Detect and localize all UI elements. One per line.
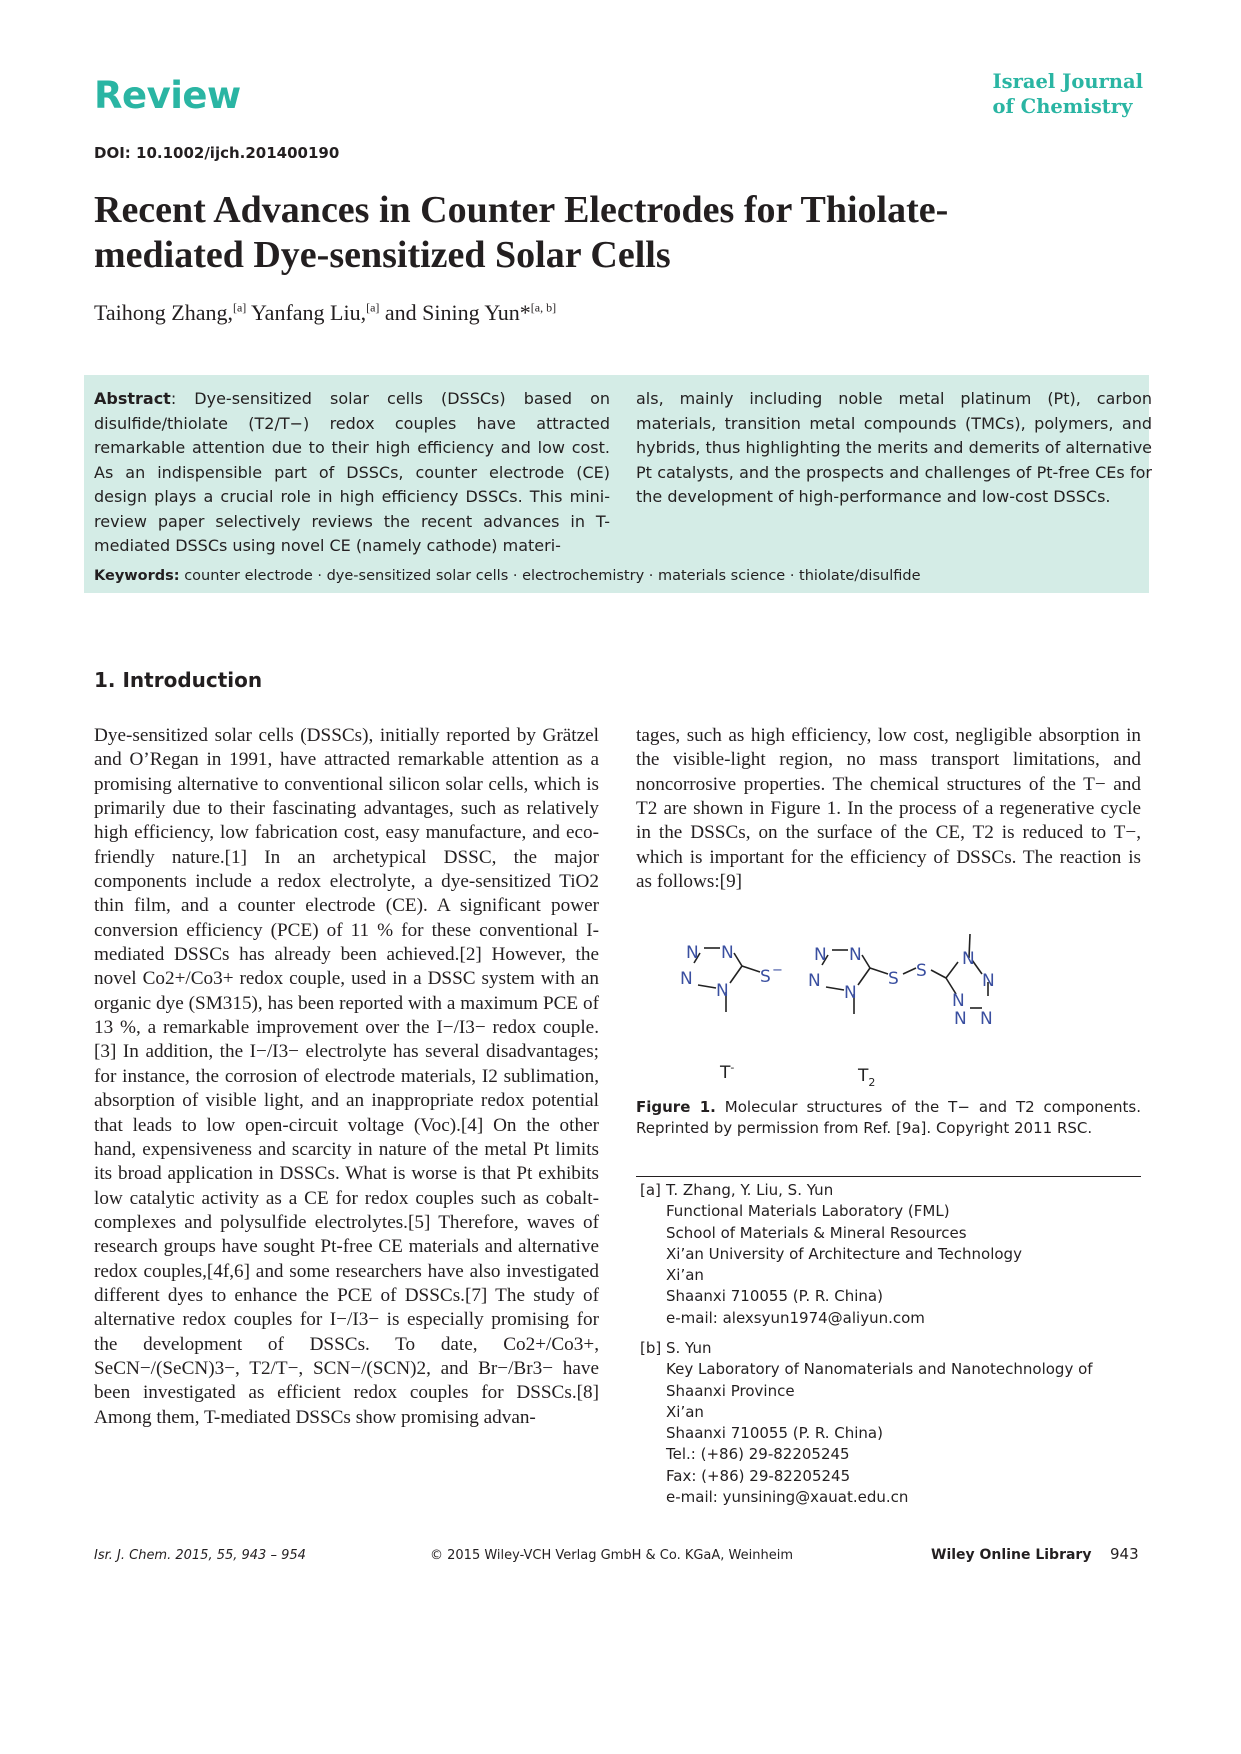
author-zhang[interactable]: Taihong Zhang,: [94, 300, 233, 325]
atom-label: N: [844, 983, 857, 1003]
article-title: Recent Advances in Counter Electrodes for Thiolate-mediated Dye-sensitized Solar Cells: [94, 189, 949, 276]
atom-label: S: [760, 967, 771, 987]
affiliation-line: Fax: (+86) 29-82205245: [666, 1466, 851, 1485]
keywords-text: counter electrode · dye-sensitized solar cells · electrochemistry · materials science · thiolate/disulfide: [179, 568, 921, 584]
atom-label: N: [686, 943, 699, 963]
section-label: Review: [94, 74, 241, 117]
affiliation-line: Shaanxi 710055 (P. R. China): [666, 1287, 883, 1306]
affiliation-line: S. Yun: [666, 1339, 712, 1357]
body-text-left: Dye-sensitized solar cells (DSSCs), initially reported by Grätzel and O’Regan in 1991, have attracted remarkable attention as a promising alternative to conventional silicon solar cells, which is primarily due to their fascinating advantages, such as relatively high efficiency, low fabrication cost, easy manufacture, and eco-friendly nature.[1] In an archetypical DSSC, the major components include a redox electrolyte, a dye-sensitized TiO2 thin film, and a counter electrode (CE). A significant power conversion efficiency (PCE) of 11 % for these conventional I-mediated DSSCs has already been achieved.[2] However, the novel Co2+/Co3+ redox couple, used in a DSSC system with an organic dye (SM315), has been reported with a maximum PCE of 13 %, a remarkable improvement over the I−/I3− redox couple.[3] In addition, the I−/I3− electrolyte has several disadvantages; for instance, the corrosion of electrode materials, I2 sublimation, absorption of visible light, and an inappropriate redox potential that leads to low open-circuit voltage (Voc).[4] On the other hand, expensiveness and scarcity in nature of the metal Pt limits its broad application in DSSCs. What is worse is that Pt exhibits low catalytic activity as a CE for redox couples such as cobalt-complexes and polysulfide electrolytes.[5] Therefore, waves of research groups have sought Pt-free CE materials and alternative redox couples,[4f,6] and some researchers have also investigated different dyes to enhance the PCE of DSSCs.[7] The study of alternative redox couples for I−/I3− is especially promising for the development of DSSCs. To date, Co2+/Co3+, SeCN−/(SeCN)3−, T2/T−, SCN−/(SCN)2, and Br−/Br3− have been investigated as efficient redox couples for DSSCs.[8] Among them, T-mediated DSSCs show promising advan-: [94, 725, 599, 1428]
journal-name-line2: of Chemistry: [992, 95, 1133, 118]
affiliation-line: Tel.: (+86) 29-82205245: [666, 1445, 850, 1464]
charge-label: −: [772, 963, 783, 978]
affiliation-line: Xi’an: [666, 1402, 704, 1421]
affiliation-line: Shaanxi 710055 (P. R. China): [666, 1424, 883, 1443]
doi[interactable]: DOI: 10.1002/ijch.201400190: [94, 144, 340, 162]
affiliation-ref: [a, b]: [530, 300, 557, 315]
label-t: T-: [720, 1061, 735, 1083]
affiliation-line: Xi’an University of Architecture and Technology: [666, 1244, 1022, 1263]
section-heading-introduction: 1. Introduction: [94, 668, 263, 692]
footer-citation: Isr. J. Chem. 2015, 55, 943 – 954: [94, 1548, 306, 1563]
atom-label: N: [849, 945, 862, 965]
affiliation-b: [636, 1338, 1093, 1508]
atom-label: N: [954, 1009, 967, 1029]
keywords-label: Keywords:: [94, 568, 180, 584]
wiley-online-library-link[interactable]: Wiley Online Library: [931, 1547, 1092, 1563]
atom-label: N: [980, 1009, 993, 1029]
abstract-text-left: : Dye-sensitized solar cells (DSSCs) based on disulfide/thiolate (T2/T−) redox couples have attracted remarkable attention due to their high efficiency and low cost. As an indispensible part of DSSCs, counter electrode (CE) design plays a crucial role in high efficiency DSSCs. This mini-review paper selectively reviews the recent advances in T-mediated DSSCs using novel CE (namely cathode) materi-: [94, 389, 610, 555]
atom-label: N: [952, 991, 965, 1011]
figure-caption: [636, 1097, 1141, 1139]
abstract-label: Abstract: [94, 389, 171, 408]
figure-caption-text: Molecular structures of the T− and T2 components. Reprinted by permission from Ref. [9a]. Copyright 2011 RSC.: [636, 1098, 1141, 1137]
affiliation-line: Xi’an: [666, 1266, 704, 1285]
affiliation-line: Shaanxi Province: [666, 1381, 795, 1400]
atom-label: S: [916, 961, 927, 981]
affiliation-ref: [a]: [366, 300, 380, 315]
author-yun[interactable]: and Sining Yun*: [379, 300, 531, 325]
affiliation-lines: [666, 1338, 1093, 1508]
label-t2: $T_2$: [858, 1066, 876, 1089]
figure-caption-label: Figure 1.: [636, 1098, 716, 1116]
figure-molecular-structures: [680, 930, 1110, 1100]
author-list: [94, 300, 556, 326]
atom-label: N: [716, 981, 729, 1001]
affiliation-line: Functional Materials Laboratory (FML): [666, 1202, 950, 1221]
affiliation-line: T. Zhang, Y. Liu, S. Yun: [666, 1181, 834, 1199]
abstract-left-column: [94, 387, 610, 559]
author-liu[interactable]: Yanfang Liu,: [246, 300, 367, 325]
atom-label: N: [982, 971, 995, 991]
atom-label: N: [680, 969, 693, 989]
affiliation-tag: [b]: [640, 1339, 662, 1357]
abstract-right-column: als, mainly including noble metal platinum (Pt), carbon materials, transition metal compounds (TMCs), polymers, and hybrids, thus highlighting the merits and demerits of alternative Pt catalysts, and the prospects and challenges of Pt-free CEs for the development of high-performance and low-cost DSSCs.: [636, 389, 1152, 506]
affiliation-line: Key Laboratory of Nanomaterials and Nanotechnology of: [666, 1360, 1093, 1379]
affiliation-line: School of Materials & Mineral Resources: [666, 1223, 967, 1242]
affiliation-divider: [636, 1176, 1141, 1177]
page-number: 943: [1110, 1545, 1139, 1563]
body-text-right: tages, such as high efficiency, low cost, negligible absorption in the visible-light region, no mass transport limitations, and noncorrosive properties. The chemical structures of the T− and T2 are shown in Figure 1. In the process of a regenerative cycle in the DSSCs, on the surface of the CE, T2 is reduced to T−, which is important for the efficiency of DSSCs. The reaction is as follows:[9]: [636, 725, 1141, 893]
keywords: [94, 568, 921, 584]
email-link[interactable]: e-mail: alexsyun1974@aliyun.com: [666, 1308, 925, 1327]
affiliation-a: [636, 1180, 1022, 1329]
email-link[interactable]: e-mail: yunsining@xauat.edu.cn: [666, 1488, 909, 1507]
footer-copyright: © 2015 Wiley-VCH Verlag GmbH & Co. KGaA, Weinheim: [430, 1548, 794, 1563]
atom-label: N: [814, 945, 827, 965]
atom-label: S: [888, 969, 899, 989]
atom-label: N: [962, 949, 975, 969]
affiliation-lines: [666, 1180, 1022, 1329]
journal-name-line1: Israel Journal: [992, 70, 1143, 93]
affiliation-ref: [a]: [232, 300, 247, 315]
atom-label: N: [721, 943, 734, 963]
affiliation-tag: [a]: [640, 1181, 661, 1199]
atom-label: N: [808, 971, 821, 991]
journal-name: [992, 69, 1143, 119]
